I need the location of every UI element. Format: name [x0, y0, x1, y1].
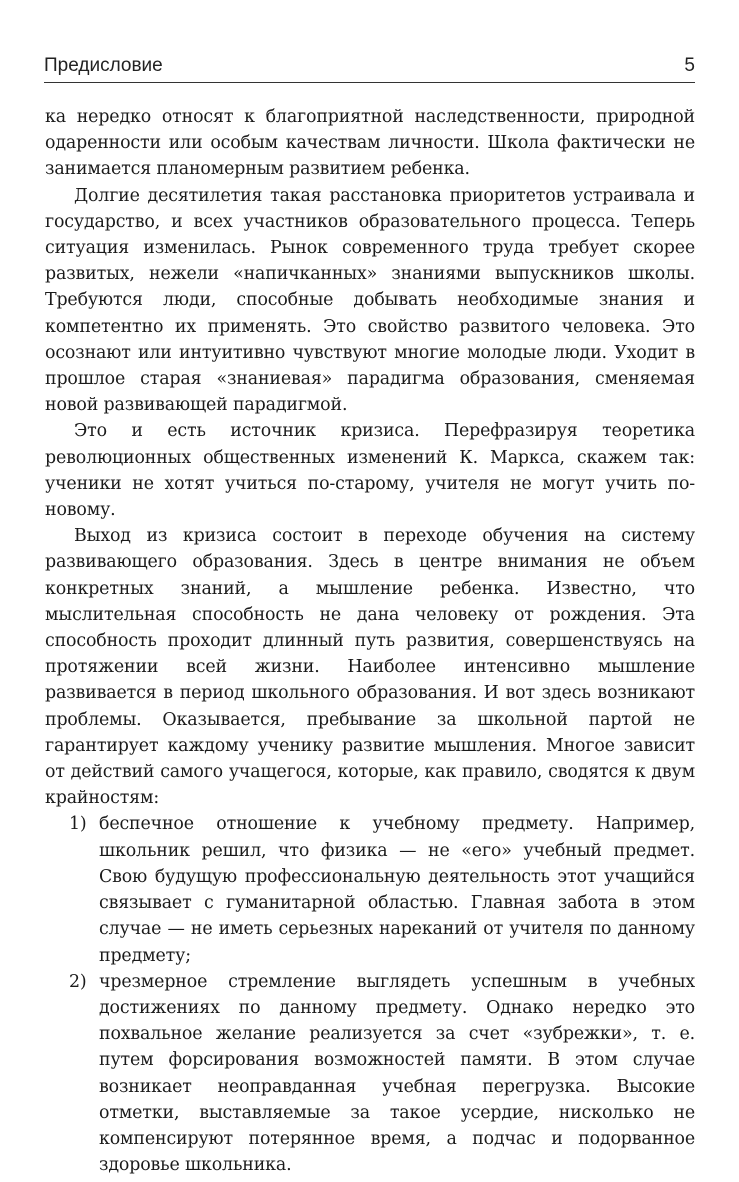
list-marker: 2) — [69, 971, 87, 992]
paragraph: Долгие десятилетия такая расстановка приоритетов устраивала и государство, и всех участников образовательного процесса. Теперь ситуация изменилась. Рынок современного труда требует скорее развитых, нежели «напичканных» знаниями выпускников школы. Требуются люди, способные добывать необходимые знания и компетентно их применять. Это свойство развитого человека. Это осознают или интуитивно чувствуют многие молодые люди. Уходит в прошлое старая «знаниевая» парадигма образования, сменяемая новой развивающей парадигмой. — [45, 185, 695, 416]
list-marker: 1) — [69, 814, 87, 835]
page-number: 5 — [684, 55, 695, 76]
body-text — [45, 104, 695, 1178]
running-header — [44, 54, 695, 80]
list-item — [45, 811, 695, 968]
paragraph: Выход из кризиса состоит в переходе обучения на систему развивающего образования. Здесь в центре внимания не объем конкретных знаний, а мышление ребенка. Известно, что мыслительная способность не дана человеку от рождения. Эта способность проходит длинный путь развития, совершенствуясь на протяжении всей жизни. Наиболее интенсивно мышление развивается в период школьного образования. И вот здесь возникают проблемы. Оказывается, пребывание за школьной партой не гарантирует каждому ученику развитие мышления. Многое зависит от действий самого учащегося, которые, как правило, сводятся к двум крайностям: — [45, 526, 695, 809]
paragraph: Это и есть источник кризиса. Перефразируя теоретика революционных общественных изменений К. Маркса, скажем так: ученики не хотят учиться по-старому, учителя не могут учить по-новому. — [45, 421, 695, 521]
header-divider — [44, 82, 695, 83]
list-item-text: чрезмерное стремление выглядеть успешным в учебных достижениях по данному предмету. Однако нередко это похвальное желание реализуется за счет «зубрежки», т. е. путем форсирования возможностей памяти. В этом случае возникает неоправданная учебная перегрузка. Высокие отметки, выставляемые за такое усердие, нисколько не компенсируют потерянное время, а подчас и подорванное здоровье школьника. — [99, 971, 695, 1176]
list-item — [45, 969, 695, 1179]
numbered-list — [45, 811, 695, 1178]
chapter-title: Предисловие — [44, 55, 163, 76]
paragraph: ка нередко относят к благоприятной наследственности, природной одаренности или особым качествам личности. Школа фактически не занимается планомерным развитием ребенка. — [45, 107, 695, 180]
list-item-text: беспечное отношение к учебному предмету. Например, школьник решил, что физика — не «его» учебный предмет. Свою будущую профессиональную деятельность этот учащийся связывает с гуманитарной областью. Главная забота в этом случае — не иметь серьезных нареканий от учителя по данному предмету; — [99, 814, 695, 966]
